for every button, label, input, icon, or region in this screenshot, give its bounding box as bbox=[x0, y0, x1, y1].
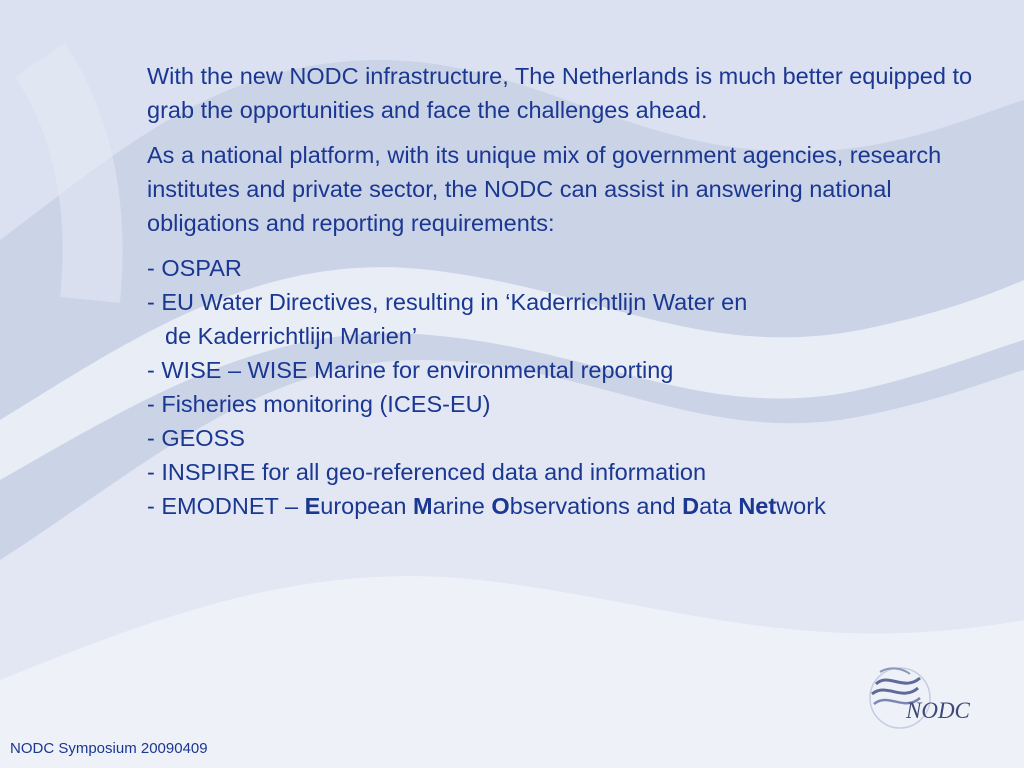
obligations-list bbox=[147, 251, 997, 523]
platform-paragraph: As a national platform, with its unique mix of government agencies, research institutes and private sector, the NODC can assist in answering national obligations and reporting requirements: bbox=[147, 142, 942, 236]
logo-text: NODC bbox=[906, 698, 970, 723]
list-item: - WISE – WISE Marine for environmental reporting bbox=[147, 357, 674, 383]
footer-text: NODC Symposium 20090409 bbox=[10, 740, 208, 757]
list-item: - EU Water Directives, resulting in ‘Kaderrichtlijn Water en bbox=[147, 289, 748, 315]
list-item: - GEOSS bbox=[147, 425, 245, 451]
list-item-emodnet: - EMODNET – European Marine Observations and Data Network bbox=[147, 493, 826, 519]
list-item: - INSPIRE for all geo-referenced data and information bbox=[147, 459, 707, 485]
list-item: - Fisheries monitoring (ICES-EU) bbox=[147, 391, 491, 417]
list-item-continuation: de Kaderrichtlijn Marien’ bbox=[165, 323, 418, 349]
list-item: - OSPAR bbox=[147, 255, 242, 281]
slide-body bbox=[147, 59, 997, 523]
intro-paragraph: With the new NODC infrastructure, The Netherlands is much better equipped to grab the opportunities and face the challenges ahead. bbox=[147, 63, 973, 123]
